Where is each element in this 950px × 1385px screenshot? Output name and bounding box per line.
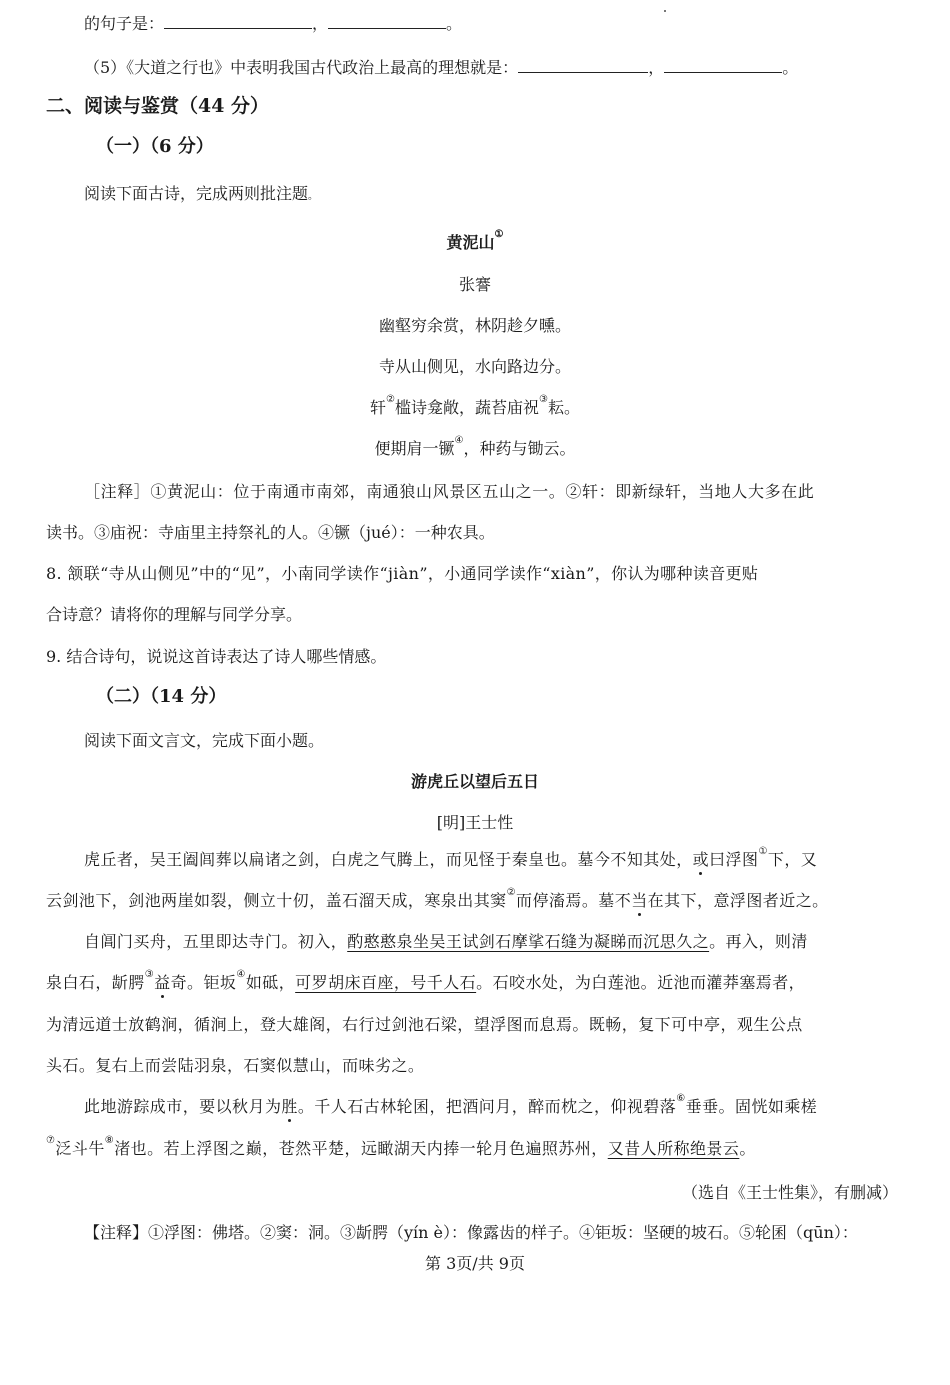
essay-line: [84, 846, 818, 871]
poem-text: ，种药与锄云。: [463, 439, 576, 458]
essay-line: [46, 969, 806, 994]
essay-text: 自阊门买舟，五里即达寺门。初入，: [84, 932, 348, 951]
q5-line: [84, 56, 798, 79]
footnote-marker: ④: [454, 435, 464, 446]
part1-instruction: [84, 183, 318, 208]
poem-line: [0, 435, 950, 460]
footnote-marker: ⑥: [676, 1093, 686, 1104]
poem-notes: 读书。③庙祝：寺庙里主持祭礼的人。④镢（jué）：一种农具。: [46, 523, 495, 542]
essay-text: 而停滀焉。墓不: [516, 891, 632, 910]
essay-text: 在其下，意浮图者近之。: [647, 891, 829, 910]
answer-blank[interactable]: [328, 12, 446, 29]
poem-author: 张謇: [458, 275, 491, 294]
poem-line: 幽壑穷余赏，林阴趁夕曛。: [378, 316, 571, 335]
question-9: 9. 结合诗句，说说这首诗表达了诗人哪些情感。: [46, 647, 387, 666]
essay-text: 虎丘者，吴王阖闾葬以扁诸之剑，白虎之气腾上，而见怪于秦皇也。墓今不知其处，: [84, 850, 693, 869]
poem-title: [0, 229, 950, 254]
poem-notes: ［注释］①黄泥山：位于南通市南郊，南通狼山风景区五山之一。②轩：即新绿轩，当地人大多在此: [84, 482, 815, 501]
essay-line: 为清远道士放鹤涧，循涧上，登大雄阁，右行过剑池石梁，望浮图而息焉。既畅，复下可中亭，观生公点: [46, 1015, 803, 1034]
part2-heading: （二）（14 分）: [96, 686, 227, 707]
footnote-marker: ④: [236, 969, 246, 980]
essay-line: [46, 1135, 756, 1160]
footnote-marker: ②: [386, 394, 395, 405]
essay-line: [84, 931, 808, 953]
footnote-marker: ②: [506, 887, 517, 898]
poem-line: 寺从山侧见，水向路边分。: [378, 357, 571, 376]
section-heading: 二、阅读与鉴赏（44 分）: [46, 95, 270, 117]
source-note: （选自《王士性集》，有删减）: [681, 1183, 898, 1202]
essay-text: 垂垂。固恍如乘槎: [685, 1097, 818, 1116]
poem-text: 便期肩一镢: [374, 439, 455, 458]
essay-text: 云剑池下，剑池两崖如裂，侧立十仞，盖石溜天成，寒泉出其窦: [46, 891, 507, 910]
essay-text: 如砥，: [245, 973, 296, 992]
essay-notes: 【注释】①浮图：佛塔。②窦：洞。③龂腭（yín è）：像露齿的样子。④钜坂：坚硬的坡石。⑤轮囷（qūn）：: [84, 1223, 858, 1242]
q4-prefix: 的句子是：: [84, 14, 165, 33]
essay-text: 泛斗牛: [55, 1139, 105, 1158]
footnote-marker: ③: [144, 969, 155, 980]
period: 。: [308, 191, 319, 202]
q4-line: [84, 12, 462, 35]
footnote-marker: ①: [758, 846, 768, 857]
dotted-word: 或: [692, 850, 710, 869]
period: 。: [446, 14, 463, 33]
essay-author: [明]王士性: [436, 813, 514, 832]
stray-mark: [664, 10, 666, 12]
comma: ，: [648, 58, 665, 77]
poem-text: 槛诗龛敞，蔬苔庙祝: [394, 398, 539, 417]
page-number: 第 3页/共 9页: [425, 1254, 525, 1273]
essay-text: 泉白石，龂腭: [46, 973, 145, 992]
underlined-sentence: 酌憨憨泉坐吴王试剑石摩挲石缝为凝睇而沉思久之: [347, 932, 710, 951]
footnote-marker: ①: [494, 229, 504, 240]
answer-blank[interactable]: [164, 12, 312, 29]
part1-heading: （一）（6 分）: [96, 136, 214, 157]
dotted-word: 胜: [281, 1097, 298, 1116]
question-8: 8. 颔联“寺从山侧见”中的“见”，小南同学读作“jiàn”，小通同学读作“xiàn”，你认为哪种读音更贴: [46, 564, 759, 583]
poem-line: [0, 394, 950, 419]
dotted-word: 当: [631, 891, 648, 910]
underlined-sentence: 又昔人所称绝景云: [607, 1139, 740, 1158]
essay-line: 头石。复右上而尝陆羽泉，石窦似慧山，而味劣之。: [46, 1056, 425, 1075]
essay-line: [84, 1093, 818, 1118]
poem-text: 耘。: [547, 398, 580, 417]
instruction-text: 阅读下面古诗，完成两则批注题: [84, 184, 309, 203]
answer-blank[interactable]: [664, 56, 782, 73]
poem-text: 轩: [370, 398, 387, 417]
essay-text: 下，又: [767, 850, 818, 869]
dotted-word: 益: [154, 973, 171, 992]
essay-text: 曰浮图: [709, 850, 759, 869]
comma: ，: [312, 14, 329, 33]
footnote-marker: ③: [539, 394, 548, 405]
essay-text: 此地游踪成市，要以秋月为: [84, 1097, 282, 1116]
essay-title: 游虎丘以望后五日: [410, 772, 539, 791]
essay-text: 。再入，则清: [709, 932, 808, 951]
period: 。: [782, 58, 799, 77]
essay-line: [46, 887, 829, 912]
q5-prefix: （5）《大道之行也》中表明我国古代政治上最高的理想就是：: [84, 58, 519, 77]
underlined-sentence: 可罗胡床百座，号千人石: [295, 973, 477, 992]
essay-text: 奇。钜坂: [170, 973, 237, 992]
answer-blank[interactable]: [518, 56, 648, 73]
poem-title-text: 黄泥山: [446, 233, 495, 252]
essay-text: 渚也。若上浮图之巅，苍然平楚，远瞰湖天内捧一轮月色遍照苏州，: [114, 1139, 608, 1158]
footnote-marker: ⑦: [46, 1135, 56, 1146]
footnote-marker: ⑧: [104, 1135, 115, 1146]
essay-text: 。石咬水处，为白莲池。近池而灌莽塞焉者，: [476, 973, 806, 992]
part2-instruction: 阅读下面文言文，完成下面小题。: [84, 731, 325, 750]
essay-text: 。千人石古林轮囷，把酒问月，醉而枕之，仰视碧落: [297, 1097, 677, 1116]
question-8: 合诗意？请将你的理解与同学分享。: [46, 605, 303, 624]
essay-text: 。: [739, 1139, 756, 1158]
